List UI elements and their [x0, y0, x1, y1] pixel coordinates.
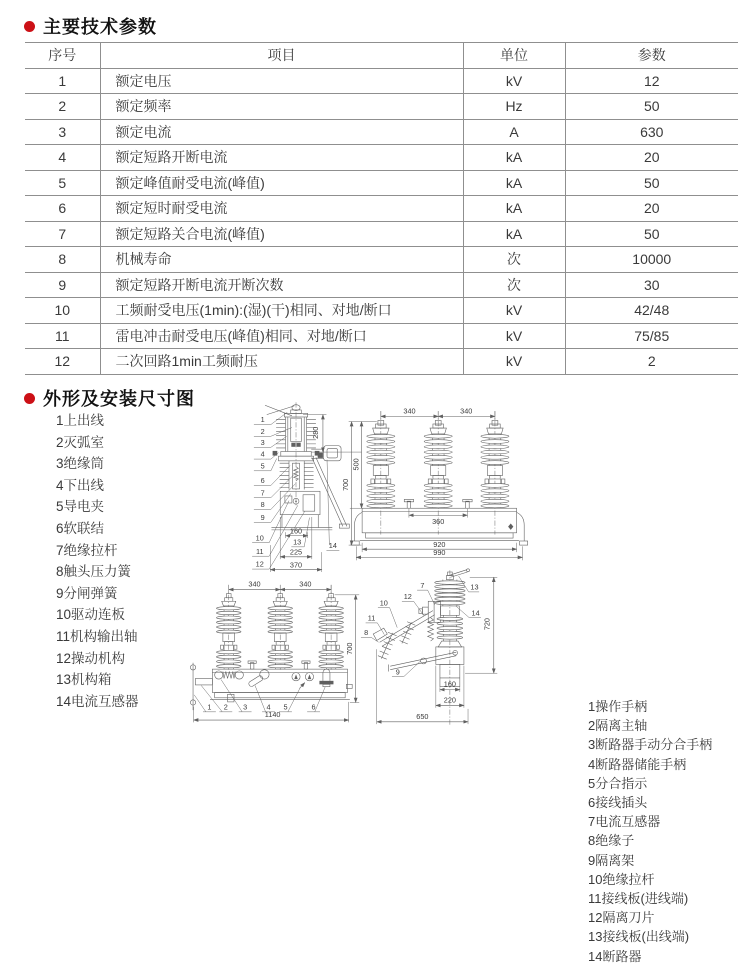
col-header-unit: 单位 [463, 43, 565, 69]
part-number-9: 9 [395, 667, 400, 677]
table-row [25, 298, 738, 324]
pole [481, 411, 509, 534]
front-view2-drawing [190, 580, 359, 723]
dim-220: 220 [443, 695, 456, 705]
cell-unit: kA [463, 145, 565, 171]
col-header-no: 序号 [25, 43, 100, 69]
legend-item: 11机构输出轴 [56, 628, 138, 644]
cell-item: 额定电流 [100, 119, 463, 145]
dimension-drawings [0, 400, 750, 964]
cell-unit: kV [463, 298, 565, 324]
section-title: 外形及安装尺寸图 [43, 389, 195, 409]
cell-item: 额定短路关合电流(峰值) [100, 221, 463, 247]
table-row [25, 145, 738, 171]
pole-side-drawing [361, 569, 497, 726]
pole [367, 411, 395, 534]
part-number: 3 [260, 438, 265, 448]
part-number-13: 13 [470, 582, 479, 592]
cell-no: 12 [25, 349, 100, 375]
part-number: 5 [283, 702, 288, 712]
cell-unit: A [463, 119, 565, 145]
cell-unit: 次 [463, 272, 565, 298]
legend-item: 3绝缘筒 [56, 456, 105, 472]
legend-item: 8触头压力簧 [56, 564, 132, 580]
part-number: 3 [243, 702, 248, 712]
dim-720: 720 [482, 617, 492, 631]
part-number-14: 14 [328, 541, 337, 551]
part-number: 1 [260, 415, 265, 425]
dim-160: 160 [289, 526, 303, 536]
cell-item: 额定电压 [100, 68, 463, 94]
legend-item: 13机构箱 [56, 672, 112, 688]
cell-no: 4 [25, 145, 100, 171]
cell-no: 10 [25, 298, 100, 324]
part-number-11: 11 [367, 613, 376, 623]
legend-item: 3断路器手动分合手柄 [588, 737, 713, 753]
pole [319, 585, 344, 670]
legend-item: 10驱动连板 [56, 607, 126, 623]
dim-280: 280 [311, 426, 321, 439]
legend-item: 6软联结 [56, 520, 105, 536]
dim-360: 360 [432, 517, 445, 527]
legend-item: 5分合指示 [588, 775, 648, 791]
legend-item: 13接线板(出线端) [588, 929, 690, 945]
part-number: 2 [260, 426, 265, 436]
cell-unit: kA [463, 221, 565, 247]
cell-unit: kA [463, 170, 565, 196]
part-number-13: 13 [293, 537, 302, 547]
dim-370: 370 [289, 560, 303, 570]
legend-item: 1操作手柄 [588, 699, 648, 714]
part-number: 6 [260, 476, 265, 486]
front-view-drawing [341, 406, 528, 560]
cell-no: 9 [25, 272, 100, 298]
legend-item: 11接线板(进线端) [588, 891, 689, 907]
dim-500: 500 [351, 458, 361, 471]
cell-item: 额定短路开断电流开断次数 [100, 272, 463, 298]
table-row [25, 349, 738, 375]
part-number-14: 14 [471, 608, 480, 618]
part-number: 4 [260, 449, 265, 459]
legend-item: 8绝缘子 [588, 833, 635, 849]
cell-item: 额定峰值耐受电流(峰值) [100, 170, 463, 196]
cell-value: 42/48 [565, 298, 738, 324]
part-number: 4 [266, 702, 271, 712]
legend-item: 2隔离主轴 [588, 718, 648, 734]
part-number-10: 10 [379, 598, 388, 608]
cell-unit: kV [463, 349, 565, 375]
cell-no: 8 [25, 247, 100, 273]
table-header-row [25, 43, 738, 69]
cell-item: 额定短时耐受电流 [100, 196, 463, 222]
dim-990: 990 [433, 548, 446, 558]
pole [268, 585, 293, 670]
cell-unit: kV [463, 323, 565, 349]
pole [424, 411, 452, 534]
legend-item: 9分闸弹簧 [56, 585, 118, 601]
cell-value: 12 [565, 68, 738, 94]
table-row [25, 170, 738, 196]
table-row [25, 196, 738, 222]
part-number: 7 [260, 488, 265, 498]
part-number: 1 [207, 702, 212, 712]
cell-no: 6 [25, 196, 100, 222]
legend-item: 4下出线 [56, 477, 105, 493]
legend-item: 5导电夹 [56, 499, 105, 515]
table-row [25, 272, 738, 298]
cell-value: 2 [565, 349, 738, 375]
part-number-8: 8 [364, 628, 369, 638]
part-number: 12 [255, 559, 264, 569]
dim-650: 650 [416, 711, 429, 721]
cell-no: 7 [25, 221, 100, 247]
table-row [25, 247, 738, 273]
legend-item: 7绝缘拉杆 [56, 542, 118, 558]
part-number-7: 7 [420, 580, 425, 590]
dim-340: 340 [403, 406, 416, 416]
legend-item: 12隔离刀片 [588, 910, 655, 926]
cell-value: 630 [565, 119, 738, 145]
cell-value: 10000 [565, 247, 738, 273]
section-title: 主要技术参数 [43, 17, 157, 37]
legend-item: 12操动机构 [56, 650, 126, 666]
legend-item: 6接线插头 [588, 795, 648, 811]
legend-item: 7电流互感器 [588, 814, 661, 830]
section-header-params [24, 13, 157, 39]
col-header-value: 参数 [565, 43, 738, 69]
legend-item: 10绝缘拉杆 [588, 871, 655, 887]
cell-unit: 次 [463, 247, 565, 273]
table-row [25, 323, 738, 349]
part-number: 2 [223, 702, 228, 712]
cell-value: 30 [565, 272, 738, 298]
table-row [25, 68, 738, 94]
cell-value: 75/85 [565, 323, 738, 349]
dim-225: 225 [289, 547, 303, 557]
legend-item: 4断路器储能手柄 [588, 756, 687, 772]
cell-value: 50 [565, 170, 738, 196]
col-header-item: 项目 [100, 43, 463, 69]
legend-item: 1上出线 [56, 413, 105, 428]
cell-unit: kV [463, 68, 565, 94]
cell-value: 20 [565, 145, 738, 171]
red-bullet-icon [24, 21, 35, 32]
dim-340: 340 [248, 579, 261, 589]
part-number: 10 [255, 533, 264, 543]
part-number: 11 [255, 546, 264, 556]
cell-item: 雷电冲击耐受电压(峰值)相同、对地/断口 [100, 323, 463, 349]
dim-700: 700 [341, 478, 351, 491]
part-number: 5 [260, 461, 265, 471]
table-row [25, 94, 738, 120]
cell-no: 3 [25, 119, 100, 145]
cell-no: 11 [25, 323, 100, 349]
cell-item: 二次回路1min工频耐压 [100, 349, 463, 375]
table-row [25, 221, 738, 247]
legend-item: 14断路器 [588, 948, 642, 964]
diamond-mark [508, 523, 513, 529]
part-number: 8 [260, 500, 265, 510]
part-number-12: 12 [403, 591, 412, 601]
cell-no: 2 [25, 94, 100, 120]
table-row [25, 119, 738, 145]
cell-value: 50 [565, 221, 738, 247]
legend-item: 2灭弧室 [56, 434, 105, 450]
cell-item: 额定频率 [100, 94, 463, 120]
cell-value: 20 [565, 196, 738, 222]
dim-920: 920 [433, 539, 446, 549]
cell-item: 额定短路开断电流 [100, 145, 463, 171]
dim-160: 160 [443, 679, 456, 689]
pole [216, 585, 241, 670]
dim-1140: 1140 [264, 710, 281, 720]
legend-item: 14电流互感器 [56, 693, 139, 709]
cell-no: 5 [25, 170, 100, 196]
cell-unit: kA [463, 196, 565, 222]
cell-value: 50 [565, 94, 738, 120]
cell-no: 1 [25, 68, 100, 94]
parameters-table [25, 42, 738, 375]
part-number: 9 [260, 512, 265, 522]
cell-item: 机械寿命 [100, 247, 463, 273]
legend-item: 9隔离架 [588, 852, 635, 868]
dim-340: 340 [299, 579, 312, 589]
cell-item: 工频耐受电压(1min):(湿)(干)相同、对地/断口 [100, 298, 463, 324]
cell-unit: Hz [463, 94, 565, 120]
part-number: 6 [311, 702, 316, 712]
dim-340: 340 [460, 406, 473, 416]
dim-700: 700 [345, 642, 355, 655]
